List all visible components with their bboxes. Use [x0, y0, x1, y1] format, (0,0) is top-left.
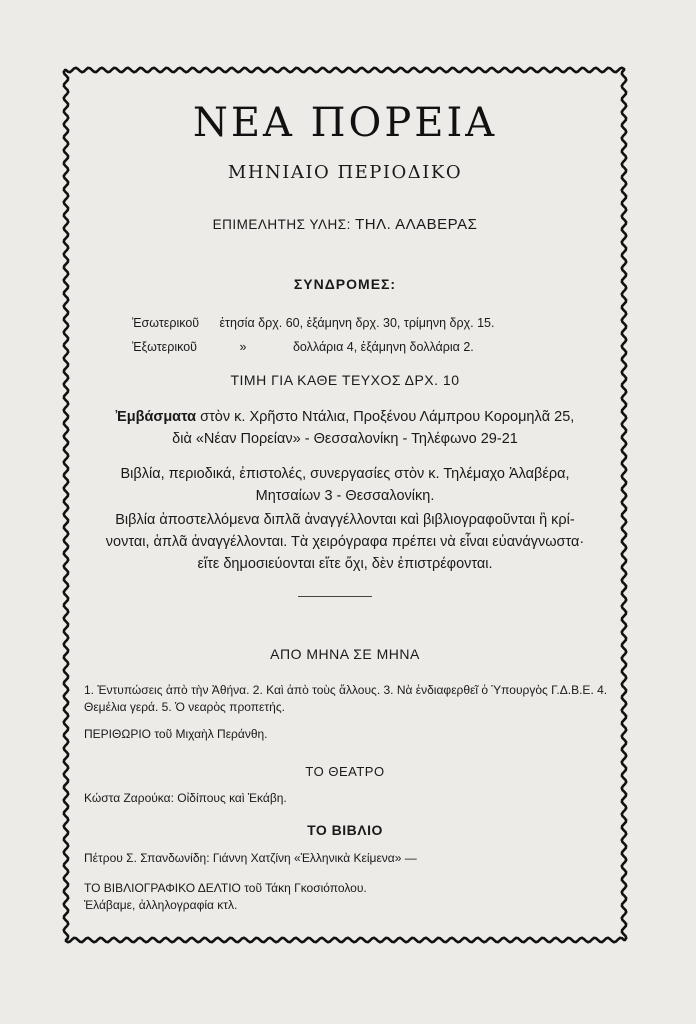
remittances-line2: διὰ «Νέαν Πορείαν» - Θεσσαλονίκη - Τηλέφωνο 29-21 [172, 431, 518, 447]
remittances-lead: Ἐμβάσματα [115, 409, 197, 425]
subscriptions-heading: ΣΥΝΔΡΟΜΕΣ: [293, 276, 397, 292]
section-divider [298, 596, 372, 597]
ditto-mark: » [239, 340, 247, 354]
correspondence-paragraph [92, 463, 598, 507]
theatre-entry: Κώστα Ζαρούκα: Οἰδίπους καὶ Ἑκάβη. [84, 791, 287, 805]
books-notice-paragraph [92, 509, 598, 575]
subscription-domestic [132, 316, 612, 330]
book-entry: Πέτρου Σ. Σπανδωνίδη: Γιάννη Χατζίνη «Ἑλληνικὰ Κείμενα» — [84, 851, 417, 865]
page-title: ΝΕΑ ΠΟΡΕΙΑ [192, 100, 498, 146]
page-subtitle: ΜΗΝΙΑΙΟ ΠΕΡΙΟΔΙΚΟ [227, 162, 463, 183]
domestic-label: Ἐσωτερικοῦ [132, 316, 200, 330]
books-notice-line3: εἴτε δημοσιεύονται εἴτε ὄχι, δὲν ἐπιστρέφονται. [197, 556, 493, 572]
month-section-heading: ΑΠΟ ΜΗΝΑ ΣΕ ΜΗΝΑ [270, 646, 420, 662]
issue-price: ΤΙΜΗ ΓΙΑ ΚΑΘΕ ΤΕΥΧΟΣ ΔΡΧ. 10 [230, 372, 460, 388]
masthead-page [62, 66, 628, 944]
editor-name: ΤΗΛ. ΑΛΑΒΕΡΑΣ [355, 216, 478, 233]
periorio-entry: ΠΕΡΙΘΩΡΙΟ τοῦ Μιχαὴλ Περάνθη. [84, 727, 268, 741]
foreign-rates: δολλάρια 4, ἑξάμηνη δολλάρια 2. [292, 340, 474, 354]
remittances-line1: στὸν κ. Χρῆστο Ντάλια, Προξένου Λάμπρου Κορομηλᾶ 25, [200, 409, 575, 425]
domestic-rates: ἐτησία δρχ. 60, ἑξάμηνη δρχ. 30, τρίμηνη δρχ. 15. [219, 316, 495, 330]
book-heading: ΤΟ ΒΙΒΛΙΟ [307, 822, 383, 838]
books-notice-line2: νονται, ἁπλᾶ ἀναγγέλλονται. Τὰ χειρόγραφα πρέπει νὰ εἶναι εὐανάγνωστα· [105, 534, 585, 550]
month-section-items: 1. Ἐντυπώσεις ἀπὸ τὴν Ἀθήνα. 2. Καὶ ἀπὸ τοὺς ἄλλους. 3. Νὰ ἐνδιαφερθεῖ ὁ Ὑπουργὸς Γ.Δ.Β.Ε. 4. Θεμέλια γερά. 5. Ὁ νεαρὸς προπετής. [84, 683, 608, 714]
editor-label: ΕΠΙΜΕΛΗΤΗΣ ΥΛΗΣ: [212, 217, 351, 232]
books-notice-line1: Βιβλία ἀποστελλόμενα διπλᾶ ἀναγγέλλονται καὶ βιβλιογραφοῦνται ἢ κρί- [115, 512, 575, 528]
bulletin-line: ΤΟ ΒΙΒΛΙΟΓΡΑΦΙΚΟ ΔΕΛΤΙΟ τοῦ Τάκη Γκοσιόπολου. [84, 881, 367, 895]
editor-line [62, 216, 628, 233]
correspondence-line1: Βιβλία, περιοδικά, ἐπιστολές, συνεργασίες στὸν κ. Τηλέμαχο Ἀλαβέρα, [120, 466, 570, 482]
theatre-heading: ΤΟ ΘΕΑΤΡΟ [305, 764, 385, 779]
subscription-foreign [132, 340, 612, 354]
correspondence-line2: Μητσαίων 3 - Θεσσαλονίκη. [255, 488, 435, 504]
bulletin-entry [84, 880, 610, 914]
received-line: Ἐλάβαμε, ἀλληλογραφία κτλ. [84, 898, 238, 912]
remittances-paragraph [92, 406, 598, 450]
foreign-label: Ἐξωτερικοῦ [132, 340, 198, 354]
